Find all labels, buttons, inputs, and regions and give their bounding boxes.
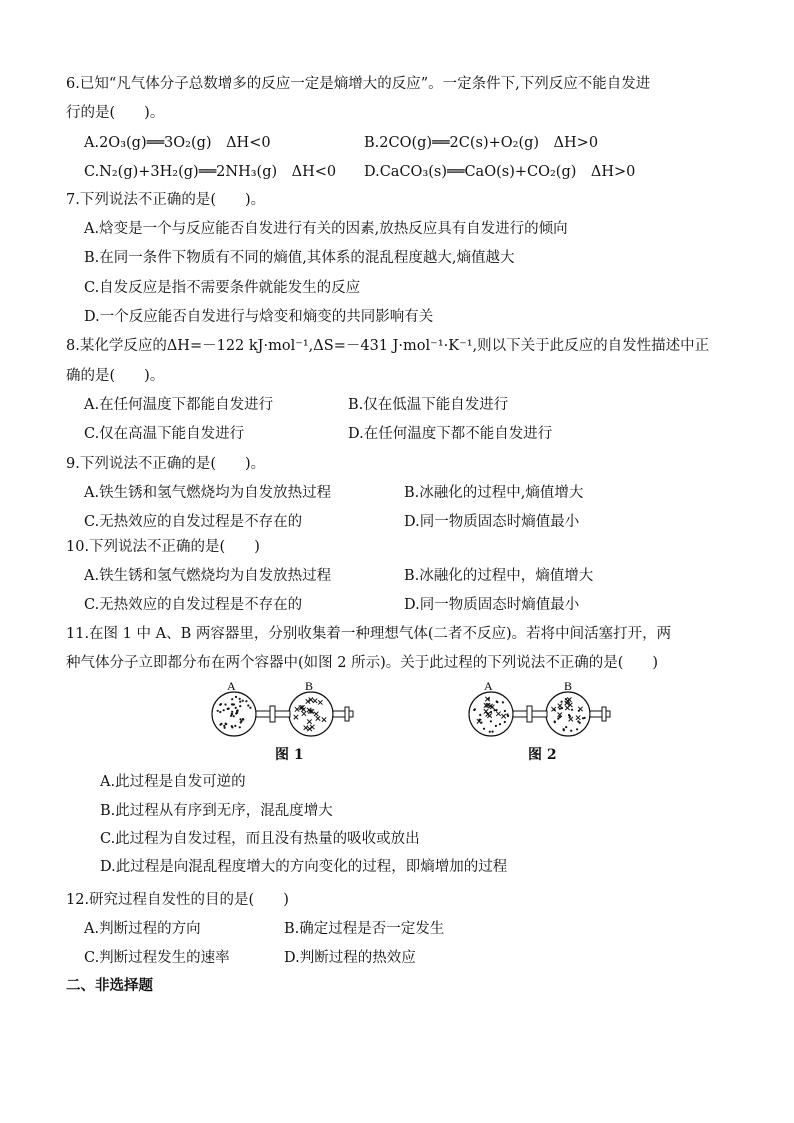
q9-option-d: D.同一物质固态时熵值最小 [404,514,580,530]
gas-particle-dot [571,709,573,711]
gas-particle-cross [294,715,298,719]
q10-option-c: C.无热效应的自发过程是不存在的 [84,597,303,613]
q10-option-a: A.铁生锈和氢气燃烧均为自发放热过程 [84,568,332,584]
gas-particle-dot [570,730,572,732]
gas-particle-dot [234,725,236,727]
gas-particle-cross [314,712,318,716]
gas-particle-dot [502,701,504,703]
gas-particle-dot [219,711,221,713]
gas-particle-cross [316,716,320,720]
fig2-outlet [590,711,610,717]
gas-particle-dot [490,711,492,713]
gas-particle-dot [231,698,233,700]
q12-option-b: B.确定过程是否一定发生 [284,921,445,937]
gas-particle-dot [224,727,226,729]
q9-option-a: A.铁生锈和氢气燃烧均为自发放热过程 [84,485,332,501]
q8-option-d: D.在任何温度下都不能自发进行 [348,426,553,442]
fig2-outlet-valve [602,707,606,721]
q7-option-b: B.在同一条件下物质有不同的熵值,其体系的混乱程度越大,熵值越大 [84,250,515,266]
fig2-label-a: A [484,679,493,693]
gas-particle-dot [217,710,219,712]
gas-particle-dot [224,703,226,705]
figure-1-caption: 图 1 [275,747,304,763]
gas-particle-dot [220,703,222,705]
gas-particle-dot [233,715,235,717]
q8-stem-line1: 8.某化学反应的ΔH=－122 kJ·mol⁻¹,ΔS=－431 J·mol⁻¹·K⁻¹,则以下关于此反应的自发性描述中正 [66,338,710,354]
gas-particle-dot [499,723,501,725]
q11-option-b: B.此过程从有序到无序，混乱度增大 [100,803,333,819]
q11-option-a: A.此过程是自发可逆的 [100,774,246,790]
gas-particle-dot [496,701,498,703]
fig1-outlet [333,711,353,717]
gas-particle-cross [322,717,326,721]
gas-particle-dot [245,700,247,702]
gas-particle-dot [490,720,492,722]
q11-option-c: C.此过程为自发过程，而且没有热量的吸收或放出 [100,831,420,847]
q9-option-b: B.冰融化的过程中,熵值增大 [404,485,584,501]
q10-option-d: D.同一物质固态时熵值最小 [404,597,580,613]
q10-option-b: B.冰融化的过程中，熵值增大 [404,568,594,584]
q8-option-b: B.仅在低温下能自发进行 [348,397,509,413]
gas-particle-dot [239,705,241,707]
fig2-valve [527,706,532,722]
gas-particle-dot [231,726,233,728]
fig1-valve [270,706,275,722]
fig1-label-a: A [227,679,236,693]
q12-stem: 12.研究过程自发性的目的是( ) [66,892,289,908]
gas-particle-cross [569,717,573,721]
gas-particle-cross [487,714,491,718]
gas-particle-dot [231,711,233,713]
gas-particle-dot [576,728,578,730]
gas-particle-dot [223,709,225,711]
gas-particle-dot [563,728,565,730]
fig1-container-a [212,692,256,736]
gas-particle-dot [579,722,581,724]
gas-particle-dot [559,716,561,718]
gas-particle-cross [578,707,582,711]
q8-stem-line2: 确的是( )。 [66,368,165,384]
gas-particle-dot [227,708,229,710]
gas-particle-cross [307,727,311,731]
q6-option-c: C.N₂(g)+3H₂(g)══2NH₃(g) ΔH<0 [84,164,337,180]
gas-particle-dot [242,700,244,702]
gas-particle-dot [473,709,475,711]
q8-option-a: A.在任何温度下都能自发进行 [84,397,274,413]
gas-particle-cross [490,705,494,709]
gas-particle-dot [242,718,244,720]
q12-option-a: A.判断过程的方向 [84,921,201,937]
gas-particle-dot [506,713,508,715]
gas-particle-cross [576,715,580,719]
gas-particle-dot [240,720,242,722]
gas-particle-dot [483,728,485,730]
gas-particle-dot [479,714,481,716]
gas-particle-dot [239,701,241,703]
q9-option-c: C.无热效应的自发过程是不存在的 [84,514,303,530]
gas-particle-cross [295,707,299,711]
fig1-gas-b-crosses [294,697,326,731]
q7-option-c: C.自发反应是指不需要条件就能发生的反应 [84,280,361,296]
q11-option-d: D.此过程是向混乱程度增大的方向变化的过程，即熵增加的过程 [100,859,508,875]
q12-option-d: D.判断过程的热效应 [284,950,416,966]
section-2-heading: 二、非选择题 [66,977,153,994]
fig1-label-b: B [305,679,314,693]
q7-option-d: D.一个反应能否自发进行与焓变和熵变的共同影响有关 [84,309,434,325]
gas-particle-cross [318,700,322,704]
gas-particle-dot [568,714,570,716]
gas-particle-dot [249,707,251,709]
gas-particle-dot [504,710,506,712]
q6-option-a: A.2O₃(g)══3O₂(g) ΔH<0 [84,135,271,151]
q11-stem-line2: 种气体分子立即都分布在两个容器中(如图 2 所示)。关于此过程的下列说法不正确的是( ) [66,655,659,671]
gas-particle-cross [307,719,311,723]
gas-particle-dot [561,701,563,703]
q12-option-c: C.判断过程发生的速率 [84,950,230,966]
gas-particle-dot [557,718,559,720]
gas-particle-cross [501,714,505,718]
q7-option-a: A.焓变是一个与反应能否自发进行有关的因素,放热反应具有自发进行的倾向 [84,221,568,237]
gas-particle-dot [223,725,225,727]
q6-stem-line2: 行的是( )。 [66,105,165,121]
gas-particle-dot [554,720,556,722]
fig1-gas-a-dots [217,696,252,729]
q6-stem-line1: 6.已知“凡气体分子总数增多的反应一定是熵增大的反应”。一定条件下,下列反应不能自发进 [66,76,651,92]
q10-stem: 10.下列说法不正确的是( ) [66,539,260,555]
gas-particle-cross [302,711,306,715]
gas-particle-dot [239,698,241,700]
gas-particle-dot [489,731,491,733]
gas-particle-dot [559,708,561,710]
q9-stem: 9.下列说法不正确的是( )。 [66,456,266,472]
gas-particle-dot [247,704,249,706]
gas-particle-dot [565,726,567,728]
gas-particle-dot [239,726,241,728]
q8-option-c: C.仅在高温下能自发进行 [84,426,245,442]
q6-option-d: D.CaCO₃(s)══CaO(s)+CO₂(g) ΔH>0 [364,164,636,180]
fig2-label-b: B [564,679,573,693]
gas-particle-dot [219,724,221,726]
gas-particle-dot [492,731,494,733]
gas-particle-dot [235,696,237,698]
gas-particle-dot [236,712,238,714]
fig1-outlet-valve [345,707,349,721]
gas-particle-dot [494,709,496,711]
gas-particle-dot [495,709,497,711]
gas-particle-dot [231,713,233,715]
gas-particle-cross [313,699,317,703]
gas-particle-cross [558,704,562,708]
gas-particle-dot [584,717,586,719]
gas-particle-dot [225,723,227,725]
q11-stem-line1: 11.在图 1 中 A、B 两容器里，分别收集着一种理想气体(二者不反应)。若将中间活塞打开，两 [66,626,672,642]
q7-stem: 7.下列说法不正确的是( )。 [66,192,266,208]
gas-particle-dot [235,707,237,709]
gas-particle-dot [232,703,234,705]
gas-particle-cross [304,726,308,730]
fig1-container-b [289,692,333,736]
gas-particle-cross [496,712,500,716]
gas-particle-dot [504,721,506,723]
gas-particle-dot [495,725,497,727]
q6-option-b: B.2CO(g)══2C(s)+O₂(g) ΔH>0 [364,135,599,151]
gas-particle-dot [230,715,232,717]
figure-2-caption: 图 2 [528,747,557,763]
